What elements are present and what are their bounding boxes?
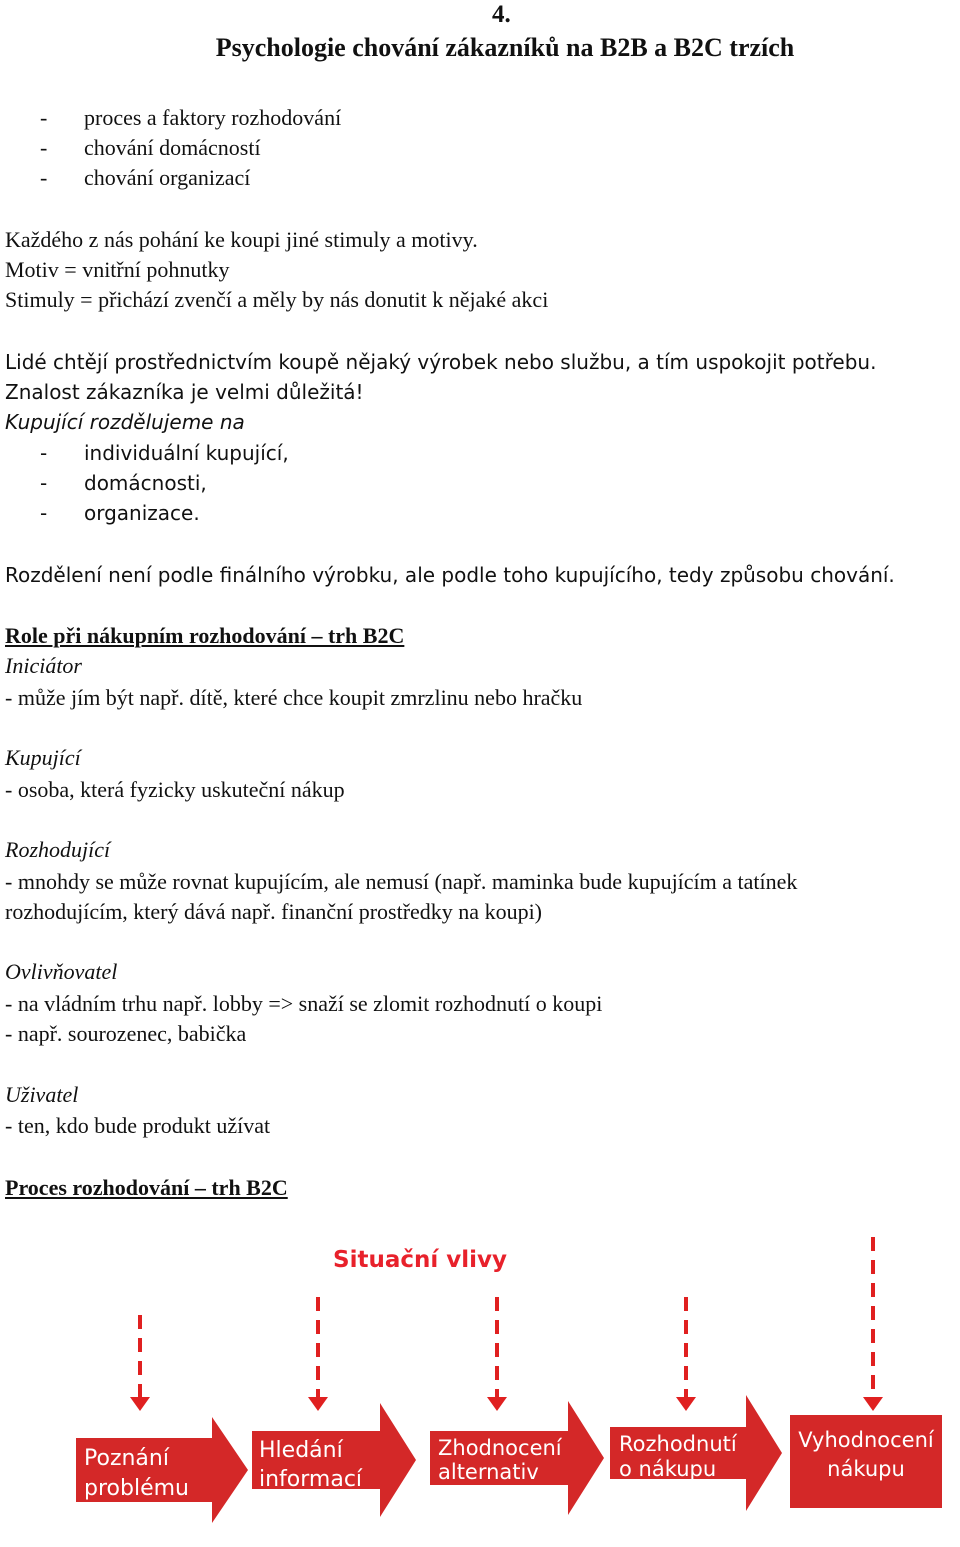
process-step-label: Vyhodnocení <box>798 1428 934 1452</box>
influence-arrow <box>130 1315 150 1411</box>
chapter-number: 4. <box>492 1 511 28</box>
process-step <box>790 1415 942 1508</box>
division-note: Rozdělení není podle finálního výrobku, ale podle toho kupujícího, tedy způsobu chování. <box>5 563 895 587</box>
topic-item: - chování domácností <box>40 135 261 160</box>
role-name: Iniciátor <box>5 653 82 678</box>
role-description: - může jím být např. dítě, které chce koupit zmrzlinu nebo hračku <box>5 685 583 710</box>
role-description: - např. sourozenec, babička <box>5 1021 247 1046</box>
influence-arrow <box>487 1297 507 1411</box>
process-step <box>430 1401 604 1515</box>
process-step-label: Zhodnocení <box>438 1436 562 1460</box>
process-step-label: alternativ <box>438 1460 539 1484</box>
process-step-label: problému <box>84 1476 189 1501</box>
roles-heading: Role při nákupním rozhodování – trh B2C <box>5 623 405 648</box>
role-description: - osoba, která fyzicky uskuteční nákup <box>5 777 345 802</box>
page-title: Psychologie chování zákazníků na B2B a B2C trzích <box>215 33 795 62</box>
process-step-label: o nákupu <box>619 1457 717 1481</box>
role-description: - mnohdy se může rovnat kupujícím, ale nemusí (např. maminka bude kupujícím a tatínek <box>5 869 798 894</box>
process-heading: Proces rozhodování – trh B2C <box>5 1175 288 1200</box>
role-description: - na vládním trhu např. lobby => snaží se zlomit rozhodnutí o koupi <box>5 991 603 1016</box>
influence-arrow <box>863 1237 883 1411</box>
process-step-label: Hledání <box>259 1438 343 1463</box>
process-step-label: nákupu <box>827 1457 905 1481</box>
division-item: - individuální kupující, <box>40 441 289 465</box>
role-name: Uživatel <box>5 1082 79 1107</box>
process-step <box>76 1417 248 1523</box>
process-step-label: Rozhodnutí <box>619 1432 737 1456</box>
topic-item: - chování organizací <box>40 165 251 190</box>
division-item: - domácnosti, <box>40 471 207 495</box>
role-description: - ten, kdo bude produkt užívat <box>5 1113 271 1138</box>
process-step <box>252 1403 416 1517</box>
intro-line: Každého z nás pohání ke koupi jiné stimuly a motivy. <box>5 227 478 252</box>
intro-line: Stimuly = přichází zvenčí a měly by nás donutit k nějaké akci <box>5 287 549 312</box>
role-description: rozhodujícím, který dává např. finanční prostředky na koupi) <box>5 899 543 924</box>
needs-text: Lidé chtějí prostřednictvím koupě nějaký výrobek nebo službu, a tím uspokojit potřebu. <box>5 350 877 374</box>
process-step <box>610 1395 782 1511</box>
importance-text: Znalost zákazníka je velmi důležitá! <box>5 380 364 404</box>
process-step-label: informací <box>259 1467 363 1492</box>
influence-arrow <box>308 1297 328 1411</box>
topic-item: - proces a faktory rozhodování <box>40 105 342 130</box>
role-name: Rozhodující <box>5 837 111 862</box>
role-name: Ovlivňovatel <box>5 959 118 984</box>
role-name: Kupující <box>5 745 81 770</box>
decision-process-diagram <box>0 1225 960 1547</box>
division-item: - organizace. <box>40 501 200 525</box>
situational-influences-label: Situační vlivy <box>333 1247 507 1273</box>
influence-arrow <box>676 1297 696 1411</box>
process-step-label: Poznání <box>84 1446 169 1471</box>
division-heading: Kupující rozdělujeme na <box>5 410 245 434</box>
intro-line: Motiv = vnitřní pohnutky <box>5 257 230 282</box>
